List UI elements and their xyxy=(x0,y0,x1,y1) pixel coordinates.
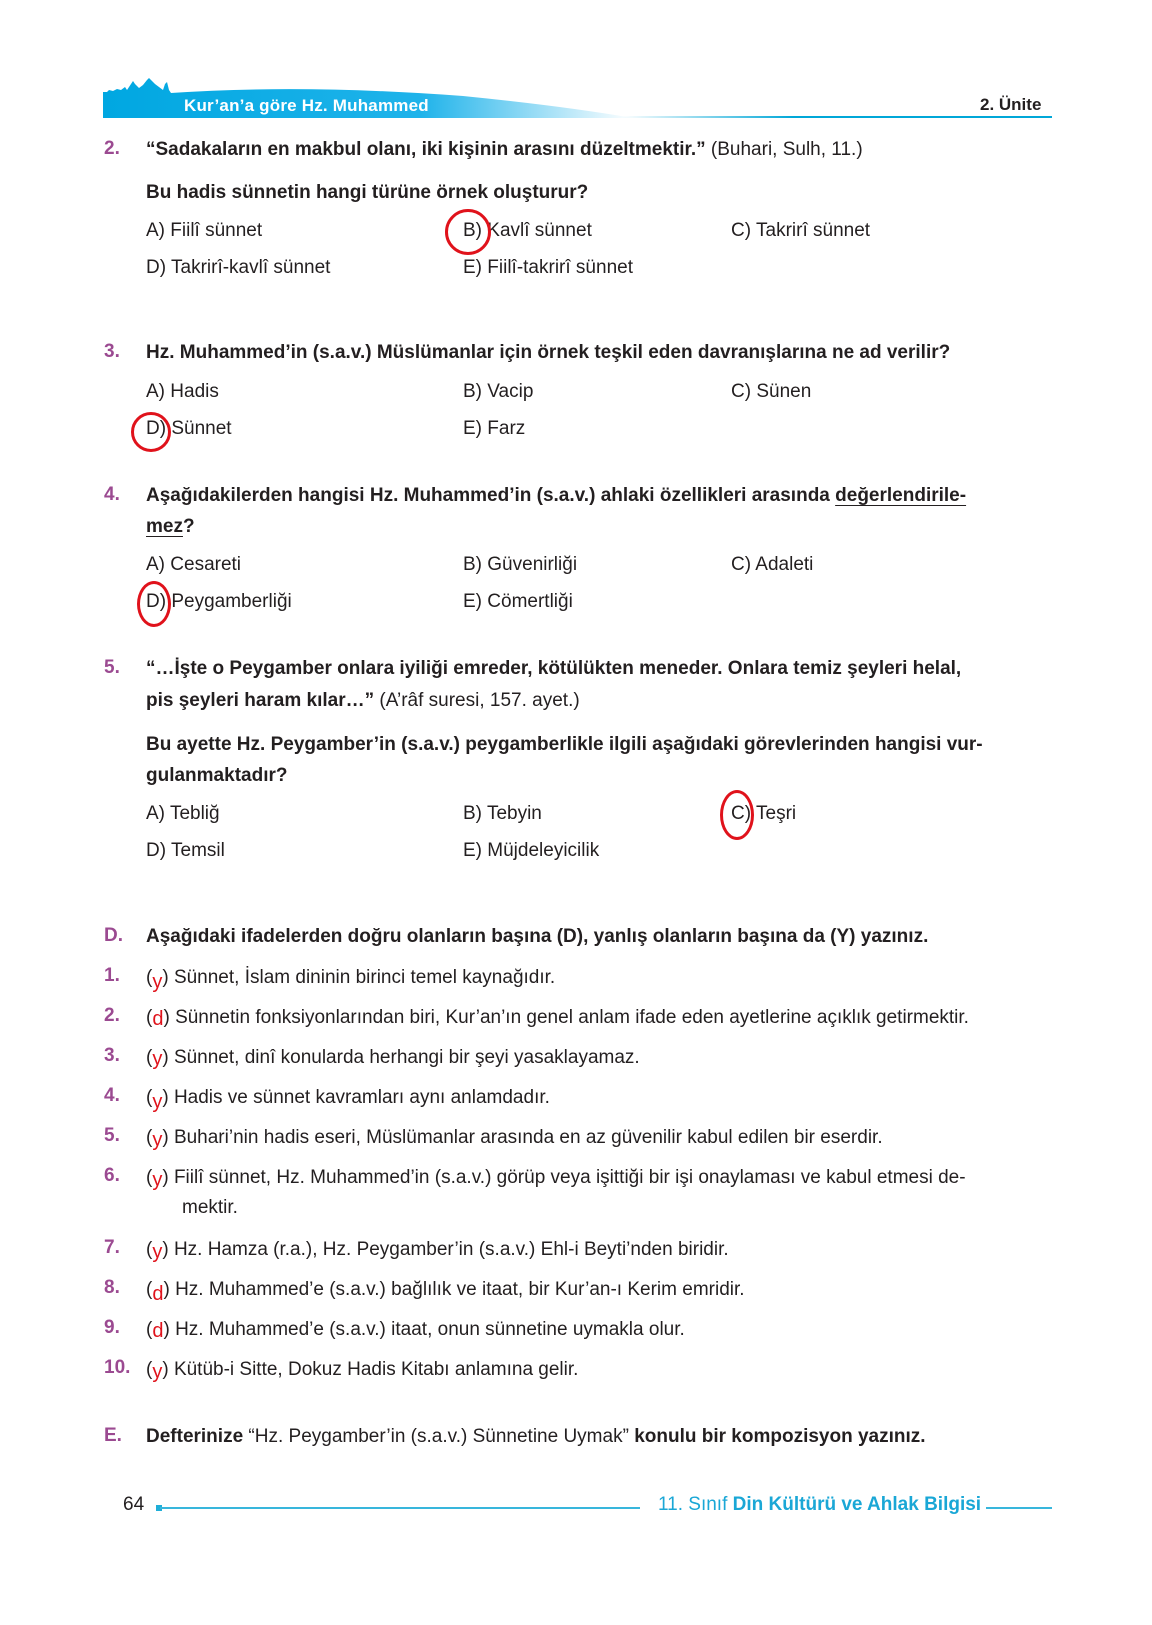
question-2-text xyxy=(146,138,863,162)
true-false-item: (y) Sünnet, İslam dininin birinci temel kaynağıdır. xyxy=(146,967,556,993)
true-false-item: (y) Sünnet, dinî konularda herhangi bir şeyi yasaklayamaz. xyxy=(146,1047,640,1070)
true-false-item: (d) Hz. Muhammed’e (s.a.v.) itaat, onun sünnetine uymakla olur. xyxy=(146,1319,685,1342)
true-false-item: (d) Sünnetin fonksiyonlarından biri, Kur’an’ın genel anlam ifade eden ayetlerine açıklık getirmektir. xyxy=(146,1007,969,1030)
question-number: 4. xyxy=(104,484,120,505)
option-e[interactable]: E) Cömertliği xyxy=(463,591,573,612)
answer-mark[interactable]: y xyxy=(152,1129,163,1151)
option-c[interactable]: C) Teşri xyxy=(731,803,797,824)
question-5-prompt-line1: Bu ayette Hz. Peygamber’in (s.a.v.) peygamberlikle ilgili aşağıdaki görevlerinden hangisi vur- xyxy=(146,734,983,755)
answer-mark[interactable]: y xyxy=(152,1091,163,1113)
option-e[interactable]: E) Farz xyxy=(463,418,526,439)
option-b[interactable]: B) Vacip xyxy=(463,381,534,402)
option-e[interactable]: E) Müjdeleyicilik xyxy=(463,840,600,861)
answer-mark[interactable]: y xyxy=(152,1048,163,1070)
option-b[interactable]: B) Güvenirliği xyxy=(463,554,578,575)
answer-circle-mark xyxy=(720,790,754,840)
item-number: 2. xyxy=(104,1005,120,1026)
item-number: 5. xyxy=(104,1125,120,1146)
true-false-item: (y) Buhari’nin hadis eseri, Müslümanlar arasında en az güvenilir kabul edilen bir eserdir. xyxy=(146,1127,883,1151)
option-c[interactable]: C) Sünen xyxy=(731,381,812,402)
item-number: 7. xyxy=(104,1237,120,1258)
question-number: 2. xyxy=(104,138,120,159)
answer-circle-mark xyxy=(445,209,491,255)
true-false-item: (y) Fiilî sünnet, Hz. Muhammed’in (s.a.v.) görüp veya işittiği bir işi onaylaması ve kabul etmesi de- xyxy=(146,1167,966,1191)
option-a[interactable]: A) Fiilî sünnet xyxy=(146,220,263,241)
item-number: 6. xyxy=(104,1165,120,1186)
section-e-instruction: Defterinize “Hz. Peygamber’in (s.a.v.) Sünnetine Uymak” konulu bir kompozisyon yazınız. xyxy=(146,1426,926,1447)
ayah-quote-line2: pis şeyleri haram kılar…” (A’râf suresi, 157. ayet.) xyxy=(146,690,580,711)
question-2-prompt: Bu hadis sünnetin hangi türüne örnek oluşturur? xyxy=(146,182,589,203)
option-d[interactable]: D) Peygamberliği xyxy=(146,591,292,612)
option-c[interactable]: C) Takrirî sünnet xyxy=(731,220,871,241)
section-letter: D. xyxy=(104,925,123,946)
true-false-item: (y) Hadis ve sünnet kavramları aynı anlamdadır. xyxy=(146,1087,550,1113)
option-a[interactable]: A) Cesareti xyxy=(146,554,242,575)
option-b[interactable]: B) Tebyin xyxy=(463,803,542,824)
question-4-prompt-line1: Aşağıdakilerden hangisi Hz. Muhammed’in (s.a.v.) ahlaki özellikleri arasında değerlendirile- xyxy=(146,485,967,506)
true-false-item: (d) Hz. Muhammed’e (s.a.v.) bağlılık ve itaat, bir Kur’an-ı Kerim emridir. xyxy=(146,1279,745,1305)
true-false-item: (y) Hz. Hamza (r.a.), Hz. Peygamber’in (s.a.v.) Ehl-i Beyti’nden biridir. xyxy=(146,1239,729,1263)
option-d[interactable]: D) Sünnet xyxy=(146,418,232,439)
footer-divider-left xyxy=(160,1507,640,1509)
item-number: 3. xyxy=(104,1045,120,1066)
page-number: 64 xyxy=(123,1494,145,1515)
option-d[interactable]: D) Temsil xyxy=(146,840,225,861)
item-number: 9. xyxy=(104,1317,120,1338)
section-d-instruction: Aşağıdaki ifadelerden doğru olanların başına (D), yanlış olanların başına da (Y) yazınız. xyxy=(146,926,929,947)
question-4-prompt-line2: mez? xyxy=(146,516,195,537)
question-5-prompt-line2: gulanmaktadır? xyxy=(146,765,288,786)
hadith-source: (Buhari, Sulh, 11.) xyxy=(705,139,863,160)
answer-mark[interactable]: y xyxy=(152,1361,163,1383)
section-letter: E. xyxy=(104,1425,122,1446)
question-number: 5. xyxy=(104,657,120,678)
answer-mark[interactable]: y xyxy=(152,971,163,993)
option-a[interactable]: A) Tebliğ xyxy=(146,803,220,824)
answer-circle-mark xyxy=(137,581,171,627)
answer-mark[interactable]: y xyxy=(152,1169,163,1191)
item-number: 10. xyxy=(104,1357,131,1378)
true-false-item-continuation: mektir. xyxy=(182,1197,238,1218)
hadith-quote: “Sadakaların en makbul olanı, iki kişinin arasını düzeltmektir.” xyxy=(146,139,706,160)
option-a[interactable]: A) Hadis xyxy=(146,381,219,402)
book-title: 11. Sınıf Din Kültürü ve Ahlak Bilgisi xyxy=(658,1494,982,1515)
answer-circle-mark xyxy=(131,412,171,452)
answer-mark[interactable]: y xyxy=(152,1241,163,1263)
option-c[interactable]: C) Adaleti xyxy=(731,554,814,575)
footer-divider-right xyxy=(986,1507,1052,1509)
option-e[interactable]: E) Fiilî-takrirî sünnet xyxy=(463,257,633,278)
option-d[interactable]: D) Takrirî-kavlî sünnet xyxy=(146,257,331,278)
ayah-quote-line1: “…İşte o Peygamber onlara iyiliği emreder, kötülükten meneder. Onlara temiz şeyleri helal, xyxy=(146,658,962,679)
item-number: 8. xyxy=(104,1277,120,1298)
question-3-prompt: Hz. Muhammed’in (s.a.v.) Müslümanlar için örnek teşkil eden davranışlarına ne ad verilir? xyxy=(146,342,951,363)
true-false-item: (y) Kütüb-i Sitte, Dokuz Hadis Kitabı anlamına gelir. xyxy=(146,1359,579,1383)
unit-label: 2. Ünite xyxy=(980,95,1042,114)
option-b[interactable]: B) Kavlî sünnet xyxy=(463,220,592,241)
answer-mark[interactable]: d xyxy=(152,1320,164,1342)
answer-mark[interactable]: d xyxy=(152,1008,164,1030)
item-number: 4. xyxy=(104,1085,120,1106)
header-divider xyxy=(622,116,1052,118)
answer-mark[interactable]: d xyxy=(152,1283,164,1305)
question-number: 3. xyxy=(104,341,120,362)
item-number: 1. xyxy=(104,965,120,986)
chapter-title: Kur’an’a göre Hz. Muhammed xyxy=(184,96,429,115)
